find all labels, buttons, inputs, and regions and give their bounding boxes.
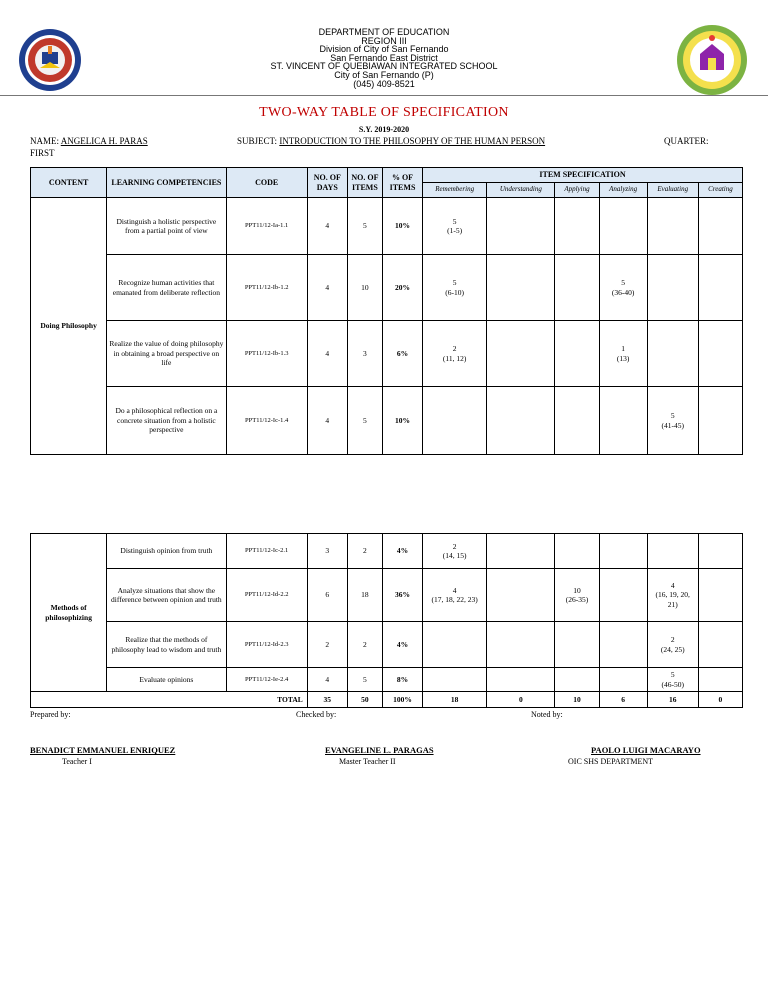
level-cell: [555, 321, 599, 387]
total-days: 35: [307, 692, 347, 708]
level-cell: 5 (36-40): [599, 255, 647, 321]
items-cell: 5: [347, 387, 382, 455]
header-code: CODE: [226, 168, 307, 198]
header-items: NO. OF ITEMS: [347, 168, 382, 198]
competency-cell: Evaluate opinions: [107, 668, 226, 692]
content-cell: Doing Philosophy: [31, 198, 107, 455]
code-cell: PPT11/12-Ia-1.1: [226, 198, 307, 255]
level-cell: [487, 198, 555, 255]
percent-cell: 36%: [382, 569, 422, 622]
level-cell: [555, 255, 599, 321]
level-cell: 2 (24, 25): [647, 622, 698, 668]
level-cell: [698, 387, 742, 455]
subject-value: INTRODUCTION TO THE PHILOSOPHY OF THE HUMAN PERSON: [279, 136, 546, 146]
level-cell: [423, 622, 487, 668]
header-line: Division of City of San Fernando: [319, 44, 449, 55]
code-cell: PPT11/12-Ib-1.2: [226, 255, 307, 321]
level-cell: 4 (16, 19, 20, 21): [647, 569, 698, 622]
name-field: [30, 136, 148, 146]
header-understanding: Understanding: [487, 183, 555, 198]
percent-cell: 8%: [382, 668, 422, 692]
level-cell: [698, 321, 742, 387]
level-cell: [698, 668, 742, 692]
level-cell: [647, 198, 698, 255]
subject-label: SUBJECT:: [237, 136, 278, 146]
items-cell: 2: [347, 534, 382, 569]
name-value: ANGELICA H. PARAS: [60, 136, 148, 146]
level-cell: 5 (41-45): [647, 387, 698, 455]
level-cell: 2 (14, 15): [423, 534, 487, 569]
header-competencies: LEARNING COMPETENCIES: [107, 168, 226, 198]
items-cell: 2: [347, 622, 382, 668]
level-cell: [698, 622, 742, 668]
total-items: 50: [347, 692, 382, 708]
level-cell: [599, 668, 647, 692]
percent-cell: 10%: [382, 198, 422, 255]
checked-by-role: Master Teacher II: [339, 757, 396, 766]
header-analyzing: Analyzing: [599, 183, 647, 198]
level-cell: [487, 387, 555, 455]
total-analyzing: 6: [599, 692, 647, 708]
table-row: [31, 321, 743, 387]
level-cell: 5 (6-10): [423, 255, 487, 321]
total-label: TOTAL: [31, 692, 308, 708]
level-cell: 2 (11, 12): [423, 321, 487, 387]
percent-cell: 4%: [382, 622, 422, 668]
header-line: ST. VINCENT OF QUEBIAWAN INTEGRATED SCHOOL: [270, 61, 498, 72]
code-cell: PPT11/12-Ib-1.3: [226, 321, 307, 387]
prepared-by-label: Prepared by:: [30, 710, 71, 719]
level-cell: [599, 569, 647, 622]
level-cell: [487, 622, 555, 668]
specification-table-part-2: [30, 533, 743, 708]
percent-cell: 20%: [382, 255, 422, 321]
header-percent: % OF ITEMS: [382, 168, 422, 198]
days-cell: 3: [307, 534, 347, 569]
table-row: [31, 569, 743, 622]
header-item-specification: ITEM SPECIFICATION: [423, 168, 743, 183]
days-cell: 4: [307, 255, 347, 321]
noted-by-role: OIC SHS DEPARTMENT: [568, 757, 654, 766]
level-cell: 1 (13): [599, 321, 647, 387]
code-cell: PPT11/12-Id-2.3: [226, 622, 307, 668]
total-creating: 0: [698, 692, 742, 708]
percent-cell: 6%: [382, 321, 422, 387]
document-title: TWO-WAY TABLE OF SPECIFICATION: [259, 105, 509, 120]
level-cell: [487, 534, 555, 569]
level-cell: [487, 668, 555, 692]
level-cell: 10 (26-35): [555, 569, 599, 622]
noted-by-name: PAOLO LUIGI MACARAYO: [591, 745, 701, 755]
quarter-value: FIRST: [30, 148, 55, 158]
content-cell: Methods of philosophizing: [31, 534, 107, 692]
school-header: [0, 28, 768, 88]
code-cell: PPT11/12-Ie-2.4: [226, 668, 307, 692]
code-cell: PPT11/12-Id-2.2: [226, 569, 307, 622]
code-cell: PPT11/12-Ic-1.4: [226, 387, 307, 455]
days-cell: 4: [307, 668, 347, 692]
header-line: (045) 409-8521: [353, 78, 415, 89]
percent-cell: 4%: [382, 534, 422, 569]
days-cell: 4: [307, 387, 347, 455]
level-cell: [423, 668, 487, 692]
name-label: NAME:: [30, 136, 59, 146]
total-understanding: 0: [487, 692, 555, 708]
competency-cell: Distinguish a holistic perspective from a partial point of view: [107, 198, 226, 255]
table-row: [31, 534, 743, 569]
table-row: [31, 255, 743, 321]
level-cell: [647, 321, 698, 387]
level-cell: 5 (46-50): [647, 668, 698, 692]
school-year: S.Y. 2019-2020: [358, 125, 410, 134]
level-cell: [599, 387, 647, 455]
header-evaluating: Evaluating: [647, 183, 698, 198]
level-cell: [487, 321, 555, 387]
table-row: [31, 198, 743, 255]
table-row: [31, 387, 743, 455]
subject-field: [237, 136, 545, 146]
level-cell: [698, 198, 742, 255]
level-cell: [698, 255, 742, 321]
level-cell: [555, 387, 599, 455]
level-cell: [647, 534, 698, 569]
quarter-label: QUARTER:: [664, 136, 709, 146]
level-cell: [555, 622, 599, 668]
header-line: City of San Fernando (P): [334, 69, 434, 80]
code-cell: PPT11/12-Ic-2.1: [226, 534, 307, 569]
table-row: [31, 668, 743, 692]
items-cell: 18: [347, 569, 382, 622]
days-cell: 2: [307, 622, 347, 668]
competency-cell: Do a philosophical reflection on a concrete situation from a holistic perspective: [107, 387, 226, 455]
header-content: CONTENT: [31, 168, 107, 198]
table-row: [31, 622, 743, 668]
total-percent: 100%: [382, 692, 422, 708]
header-days: NO. OF DAYS: [307, 168, 347, 198]
items-cell: 10: [347, 255, 382, 321]
total-evaluating: 16: [647, 692, 698, 708]
items-cell: 5: [347, 198, 382, 255]
level-cell: 5 (1-5): [423, 198, 487, 255]
level-cell: [599, 198, 647, 255]
total-row: [31, 692, 743, 708]
level-cell: 4 (17, 18, 22, 23): [423, 569, 487, 622]
level-cell: [647, 255, 698, 321]
percent-cell: 10%: [382, 387, 422, 455]
level-cell: [599, 622, 647, 668]
level-cell: [555, 198, 599, 255]
competency-cell: Recognize human activities that emanated from deliberate reflection: [107, 255, 226, 321]
total-applying: 10: [555, 692, 599, 708]
days-cell: 4: [307, 321, 347, 387]
header-divider: [0, 95, 768, 96]
checked-by-label: Checked by:: [296, 710, 337, 719]
level-cell: [698, 569, 742, 622]
level-cell: [555, 668, 599, 692]
prepared-by-name: BENADICT EMMANUEL ENRIQUEZ: [30, 745, 176, 755]
header-remembering: Remembering: [423, 183, 487, 198]
level-cell: [599, 534, 647, 569]
prepared-by-role: Teacher I: [62, 757, 92, 766]
level-cell: [487, 255, 555, 321]
level-cell: [423, 387, 487, 455]
competency-cell: Realize the value of doing philosophy in obtaining a broad perspective on life: [107, 321, 226, 387]
header-line: REGION III: [361, 35, 407, 46]
competency-cell: Realize that the methods of philosophy lead to wisdom and truth: [107, 622, 226, 668]
checked-by-name: EVANGELINE L. PARAGAS: [325, 745, 434, 755]
header-line: DEPARTMENT OF EDUCATION: [318, 27, 450, 37]
competency-cell: Distinguish opinion from truth: [107, 534, 226, 569]
noted-by-label: Noted by:: [531, 710, 563, 719]
competency-cell: Analyze situations that show the difference between opinion and truth: [107, 569, 226, 622]
total-remembering: 18: [423, 692, 487, 708]
level-cell: [698, 534, 742, 569]
header-line: San Fernando East District: [330, 52, 438, 63]
items-cell: 5: [347, 668, 382, 692]
level-cell: [487, 569, 555, 622]
days-cell: 4: [307, 198, 347, 255]
specification-table-part-1: [30, 167, 743, 455]
header-applying: Applying: [555, 183, 599, 198]
days-cell: 6: [307, 569, 347, 622]
header-creating: Creating: [698, 183, 742, 198]
items-cell: 3: [347, 321, 382, 387]
level-cell: [555, 534, 599, 569]
